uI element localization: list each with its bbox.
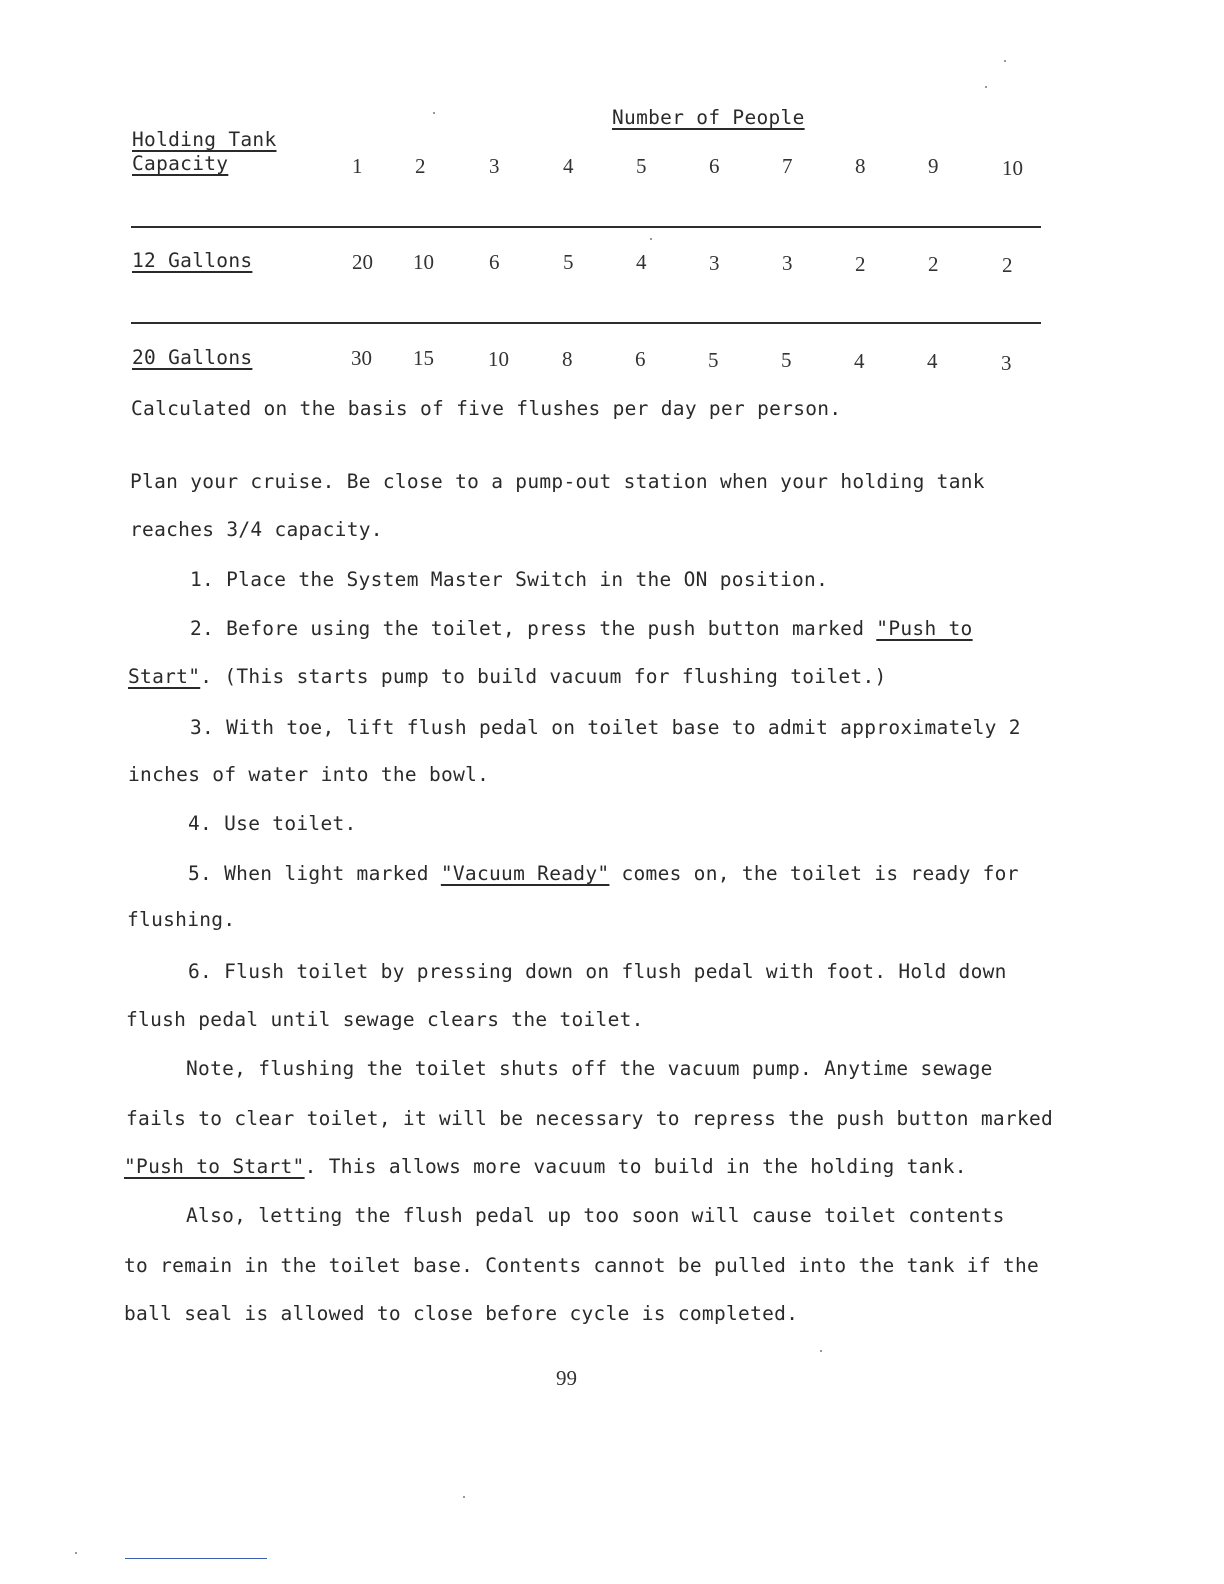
table-cell: 30 [351, 346, 372, 370]
step-2-line2 [128, 665, 887, 688]
intro-line2: reaches 3/4 capacity. [130, 518, 383, 541]
table-cell: 10 [413, 250, 434, 274]
push-to-start-label: "Push to Start" [124, 1155, 305, 1178]
scan-speck [75, 1552, 77, 1554]
also-line2: to remain in the toilet base. Contents cannot be pulled into the tank if the [124, 1254, 1040, 1277]
table-heading: Number of People [612, 106, 805, 129]
column-header: 7 [782, 154, 793, 178]
row-header-line2: Capacity [132, 152, 229, 175]
scan-speck [463, 1496, 465, 1498]
scan-line [125, 1558, 267, 1559]
column-header: 8 [855, 154, 866, 178]
step-5-line1 [188, 862, 1019, 885]
column-header: 1 [352, 154, 363, 178]
table-cell: 8 [562, 347, 573, 371]
column-header: 4 [563, 154, 574, 178]
step-2-line1 [190, 617, 973, 640]
step-2-text: 2. Before using the toilet, press the push button marked [190, 617, 877, 640]
step-6-line1: 6. Flush toilet by pressing down on flush pedal with foot. Hold down [188, 960, 1007, 983]
table-cell: 5 [563, 250, 574, 274]
table-cell: 2 [855, 252, 866, 276]
step-2-text: . (This starts pump to build vacuum for flushing toilet.) [200, 665, 887, 688]
table-cell: 6 [489, 250, 500, 274]
scan-speck [433, 112, 435, 114]
row-label: 12 Gallons [132, 249, 253, 272]
row-label: 20 Gallons [132, 346, 253, 369]
step-6-line2: flush pedal until sewage clears the toilet. [126, 1008, 644, 1031]
column-header: 3 [489, 154, 500, 178]
table-cell: 4 [854, 349, 865, 373]
step-3-line2: inches of water into the bowl. [128, 763, 490, 786]
column-header: 10 [1002, 156, 1023, 180]
note-line1: Note, flushing the toilet shuts off the vacuum pump. Anytime sewage [186, 1057, 993, 1080]
table-divider [131, 322, 1041, 324]
table-note: Calculated on the basis of five flushes per day per person. [131, 397, 842, 420]
table-cell: 3 [782, 251, 793, 275]
scan-speck [650, 238, 652, 240]
step-5-text: comes on, the toilet is ready for [609, 862, 1019, 885]
table-cell: 3 [1001, 351, 1012, 375]
table-cell: 6 [635, 347, 646, 371]
page-number: 99 [556, 1366, 577, 1390]
scan-speck [985, 86, 987, 88]
table-cell: 4 [927, 349, 938, 373]
row-header-line1: Holding Tank [132, 128, 277, 151]
column-header: 6 [709, 154, 720, 178]
table-cell: 4 [636, 250, 647, 274]
table-cell: 10 [488, 347, 509, 371]
table-cell: 5 [708, 348, 719, 372]
step-3-line1: 3. With toe, lift flush pedal on toilet base to admit approximately 2 [190, 716, 1021, 739]
column-header: 5 [636, 154, 647, 178]
also-line1: Also, letting the flush pedal up too soon will cause toilet contents [186, 1204, 1005, 1227]
table-divider [131, 226, 1041, 228]
push-to-start-label: Start" [128, 665, 201, 688]
step-4: 4. Use toilet. [188, 812, 357, 835]
table-cell: 15 [413, 346, 434, 370]
column-header: 9 [928, 154, 939, 178]
note-line2: fails to clear toilet, it will be necessary to repress the push button marked [126, 1107, 1054, 1130]
step-5-line2: flushing. [127, 908, 236, 931]
table-cell: 20 [352, 250, 373, 274]
note-text: . This allows more vacuum to build in the holding tank. [304, 1155, 967, 1178]
push-to-start-label: "Push to [876, 617, 973, 640]
table-cell: 2 [928, 252, 939, 276]
step-1: 1. Place the System Master Switch in the ON position. [190, 568, 829, 591]
column-header: 2 [415, 154, 426, 178]
scan-speck [1004, 60, 1006, 62]
table-cell: 2 [1002, 253, 1013, 277]
also-line3: ball seal is allowed to close before cycle is completed. [124, 1302, 799, 1325]
table-cell: 5 [781, 348, 792, 372]
table-cell: 3 [709, 251, 720, 275]
vacuum-ready-label: "Vacuum Ready" [440, 862, 610, 885]
intro-line1: Plan your cruise. Be close to a pump-out station when your holding tank [130, 470, 985, 493]
step-5-text: 5. When light marked [188, 862, 441, 885]
scan-speck [820, 1350, 822, 1352]
note-line3 [124, 1155, 967, 1178]
